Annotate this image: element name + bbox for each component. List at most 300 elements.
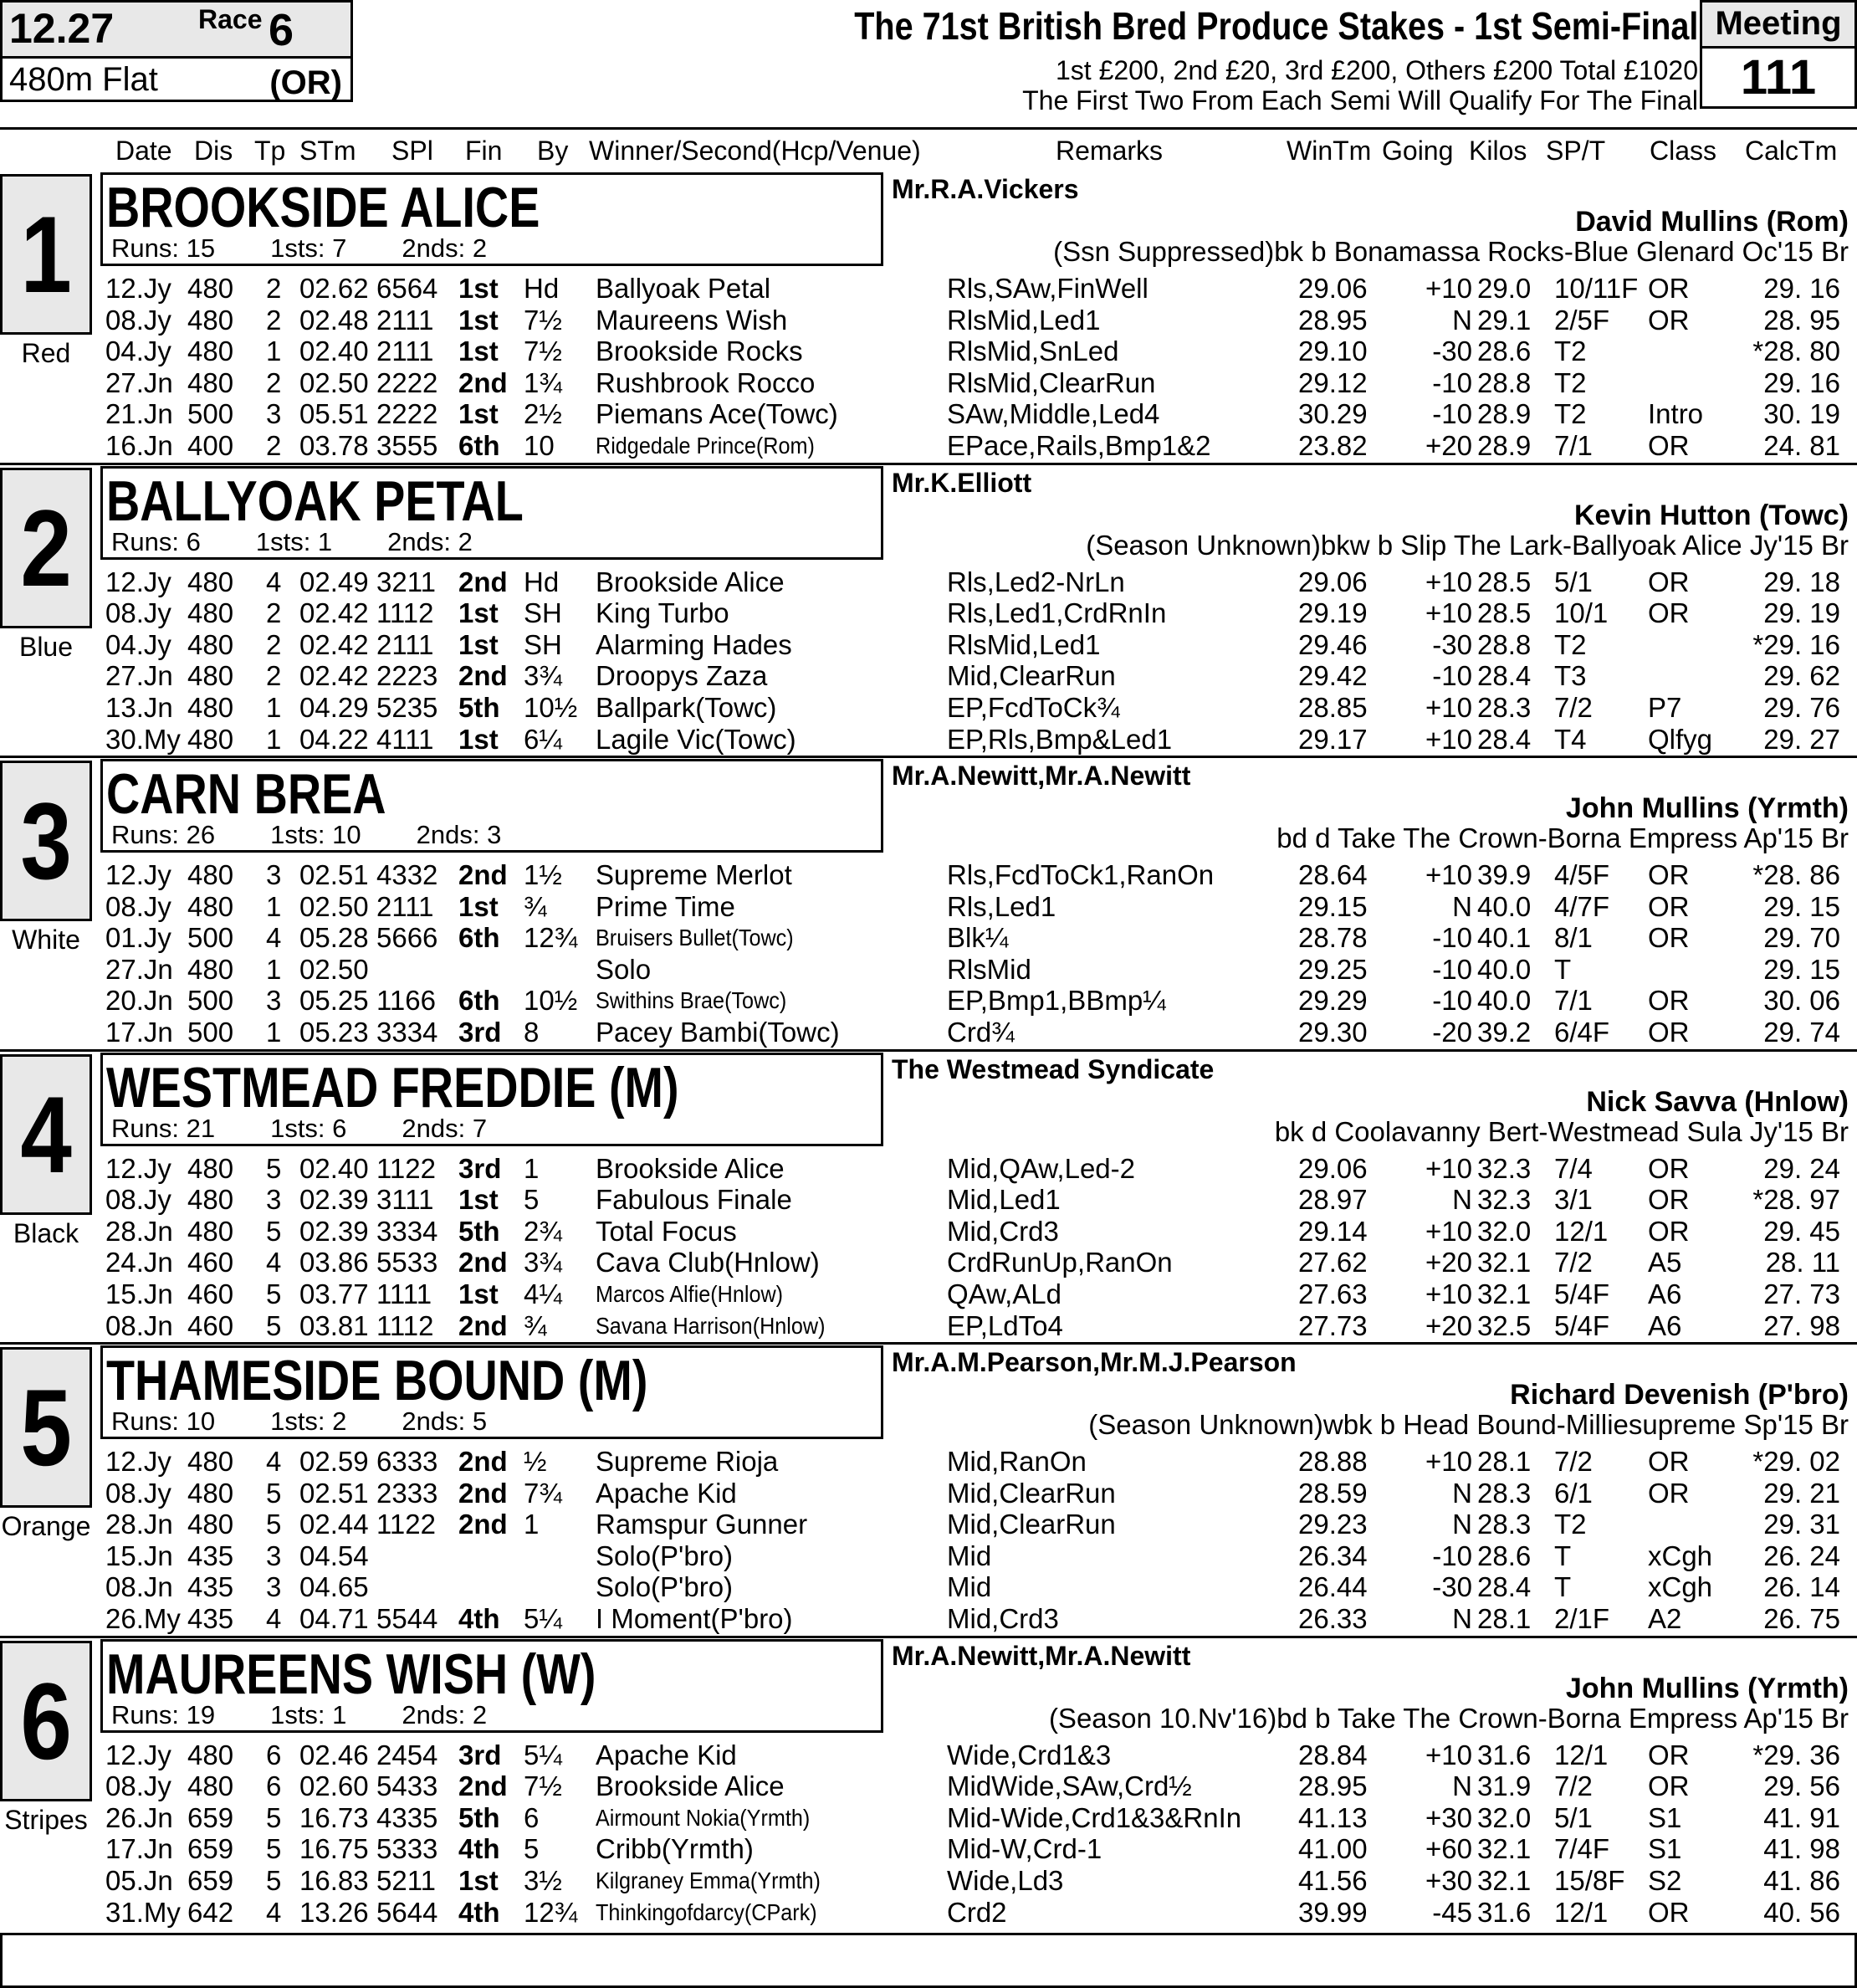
- form-dis: 500: [187, 985, 234, 1017]
- form-dis: 480: [187, 1184, 234, 1216]
- form-date: 16.Jn: [105, 430, 173, 461]
- form-cls: OR: [1648, 566, 1690, 597]
- form-fin: 2nd: [458, 1446, 508, 1477]
- race-grade: (OR): [269, 64, 342, 101]
- form-sp: T4: [1554, 723, 1587, 755]
- col-winner: Winner/Second(Hcp/Venue): [589, 136, 921, 166]
- form-sp: 5/4F: [1554, 1309, 1610, 1341]
- form-stm: 02.44: [299, 1509, 369, 1540]
- form-row: [0, 1478, 1857, 1509]
- form-stm: 13.26: [299, 1896, 369, 1928]
- form-winner: Fabulous Finale: [596, 1184, 792, 1216]
- form-winner: Swithins Brae(Towc): [596, 987, 787, 1014]
- trap-colour: White: [12, 925, 80, 955]
- form-remarks: EP,Rls,Bmp&Led1: [947, 723, 1173, 755]
- form-by: 4¼: [524, 1278, 562, 1309]
- form-date: 17.Jn: [105, 1017, 173, 1048]
- form-kilos: 32.1: [1477, 1278, 1532, 1309]
- form-remarks: Mid,Crd3: [947, 1603, 1059, 1634]
- trap-colour: Stripes: [4, 1804, 88, 1835]
- form-winner: Maureens Wish: [596, 304, 788, 336]
- form-row: [0, 1740, 1857, 1771]
- form-calc: 29. 15: [1763, 890, 1840, 922]
- form-winner: Solo: [596, 953, 652, 985]
- form-going: -30: [1432, 628, 1472, 660]
- form-sp: 4/7F: [1554, 890, 1610, 922]
- form-tp: 3: [266, 985, 282, 1017]
- form-dis: 480: [187, 304, 234, 336]
- form-by: ½: [524, 1446, 547, 1477]
- form-remarks: EP,LdTo4: [947, 1309, 1063, 1341]
- form-going: +20: [1425, 1309, 1472, 1341]
- form-calc: *28. 80: [1752, 336, 1840, 367]
- form-calc: 29. 15: [1763, 953, 1840, 985]
- form-going: N: [1452, 890, 1472, 922]
- form-winner: I Moment(P'bro): [596, 1603, 793, 1634]
- form-stm: 02.39: [299, 1184, 369, 1216]
- form-calc: 29. 76: [1763, 691, 1840, 723]
- form-spl: 1122: [376, 1509, 436, 1540]
- form-calc: 28. 11: [1765, 1247, 1840, 1278]
- col-fin: Fin: [465, 136, 503, 166]
- form-cls: A5: [1648, 1247, 1682, 1278]
- form-wintm: 29.23: [1298, 1509, 1368, 1540]
- form-winner: Supreme Merlot: [596, 859, 792, 890]
- form-tp: 5: [266, 1509, 282, 1540]
- form-by: SH: [524, 597, 562, 629]
- form-sp: T2: [1554, 366, 1587, 398]
- form-stm: 02.50: [299, 366, 369, 398]
- form-stm: 05.23: [299, 1017, 369, 1048]
- form-dis: 480: [187, 336, 234, 367]
- form-kilos: 31.6: [1477, 1739, 1532, 1770]
- meeting-box: [1700, 0, 1857, 109]
- form-calc: 41. 98: [1763, 1833, 1840, 1865]
- form-fin: 5th: [458, 691, 500, 723]
- form-kilos: 28.1: [1477, 1603, 1532, 1634]
- form-row: [0, 305, 1857, 336]
- form-kilos: 32.0: [1477, 1215, 1532, 1247]
- form-by: 3¾: [524, 1247, 562, 1278]
- form-by: 5¼: [524, 1739, 562, 1770]
- race-time: 12.27: [9, 5, 115, 52]
- form-sp: 12/1: [1554, 1215, 1609, 1247]
- form-winner: Piemans Ace(Towc): [596, 398, 838, 430]
- form-dis: 500: [187, 922, 234, 954]
- form-dis: 480: [187, 1509, 234, 1540]
- form-by: ¾: [524, 1309, 547, 1341]
- form-by: ¾: [524, 890, 547, 922]
- form-by: Hd: [524, 566, 560, 597]
- form-fin: 2nd: [458, 566, 508, 597]
- form-dis: 460: [187, 1247, 234, 1278]
- form-calc: 26. 14: [1763, 1571, 1840, 1603]
- form-sp: T2: [1554, 628, 1587, 660]
- form-by: 6: [524, 1801, 540, 1833]
- form-stm: 03.81: [299, 1309, 369, 1341]
- form-dis: 435: [187, 1540, 234, 1571]
- form-dis: 659: [187, 1833, 234, 1865]
- form-by: 2½: [524, 398, 562, 430]
- form-dis: 480: [187, 953, 234, 985]
- form-sp: 15/8F: [1554, 1864, 1625, 1896]
- form-by: 10: [524, 430, 555, 461]
- form-wintm: 41.13: [1298, 1801, 1368, 1833]
- form-by: 7½: [524, 1770, 562, 1802]
- form-dis: 480: [187, 1446, 234, 1477]
- form-date: 12.Jy: [105, 1739, 171, 1770]
- form-winner: Kilgraney Emma(Yrmth): [596, 1867, 821, 1893]
- form-sp: T: [1554, 1540, 1572, 1571]
- form-kilos: 31.9: [1477, 1770, 1532, 1802]
- form-spl: 2111: [376, 304, 434, 336]
- form-fin: 5th: [458, 1215, 500, 1247]
- form-fin: 2nd: [458, 1309, 508, 1341]
- form-cls: OR: [1648, 1446, 1690, 1477]
- form-row: [0, 1603, 1857, 1635]
- form-calc: 29. 16: [1763, 273, 1840, 304]
- form-cls: A6: [1648, 1278, 1682, 1309]
- col-class: Class: [1650, 136, 1717, 166]
- runs-count: Runs: 10: [111, 1406, 216, 1436]
- owner: Mr.K.Elliott: [892, 467, 1032, 498]
- form-row: [0, 1216, 1857, 1248]
- dog-name: BROOKSIDE ALICE: [106, 176, 540, 239]
- form-remarks: CrdRunUp,RanOn: [947, 1247, 1173, 1278]
- trainer: David Mullins (Rom): [1575, 206, 1849, 238]
- form-dis: 480: [187, 890, 234, 922]
- form-spl: 5333: [376, 1833, 438, 1865]
- form-tp: 5: [266, 1278, 282, 1309]
- form-kilos: 28.9: [1477, 430, 1532, 461]
- form-sp: T2: [1554, 336, 1587, 367]
- dog-name: CARN BREA: [106, 762, 386, 826]
- form-stm: 02.42: [299, 597, 369, 629]
- form-dis: 480: [187, 660, 234, 692]
- form-stm: 02.46: [299, 1739, 369, 1770]
- form-winner: Apache Kid: [596, 1477, 737, 1509]
- form-stm: 02.51: [299, 1477, 369, 1509]
- form-going: +30: [1425, 1864, 1472, 1896]
- form-dis: 480: [187, 859, 234, 890]
- form-row: [0, 859, 1857, 891]
- form-going: +20: [1425, 430, 1472, 461]
- form-spl: 3211: [376, 566, 436, 597]
- form-kilos: 39.9: [1477, 859, 1532, 890]
- form-winner: Marcos Alfie(Hnlow): [596, 1280, 784, 1307]
- dog-name-box: [100, 466, 883, 560]
- breeding: (Season Unknown)bkw b Slip The Lark-Ballyoak Alice Jy'15 Br: [1086, 529, 1849, 561]
- footer-box: [0, 1933, 1857, 1988]
- form-date: 08.Jy: [105, 1477, 171, 1509]
- form-going: +10: [1425, 1739, 1472, 1770]
- form-date: 26.Jn: [105, 1801, 173, 1833]
- form-spl: 2111: [376, 890, 434, 922]
- form-stm: 02.50: [299, 890, 369, 922]
- form-spl: 5235: [376, 691, 438, 723]
- form-wintm: 23.82: [1298, 430, 1368, 461]
- trap-colour: Red: [21, 338, 71, 368]
- form-calc: 29. 21: [1763, 1477, 1840, 1509]
- form-calc: 28. 95: [1763, 304, 1840, 336]
- trainer: John Mullins (Yrmth): [1565, 792, 1849, 824]
- owner: Mr.R.A.Vickers: [892, 174, 1079, 204]
- form-dis: 659: [187, 1864, 234, 1896]
- form-spl: 5433: [376, 1770, 438, 1802]
- form-remarks: Rls,Led1: [947, 890, 1056, 922]
- form-winner: Ridgedale Prince(Rom): [596, 433, 815, 459]
- form-dis: 480: [187, 366, 234, 398]
- header-divider: [0, 127, 1857, 130]
- form-by: 3½: [524, 1864, 562, 1896]
- form-calc: *28. 97: [1752, 1184, 1840, 1216]
- form-date: 08.Jy: [105, 597, 171, 629]
- form-spl: 2333: [376, 1477, 438, 1509]
- trap-number: 4: [20, 1073, 72, 1196]
- form-winner: Savana Harrison(Hnlow): [596, 1312, 826, 1339]
- form-winner: Total Focus: [596, 1215, 737, 1247]
- form-tp: 2: [266, 628, 282, 660]
- form-fin: 6th: [458, 922, 500, 954]
- col-dis: Dis: [194, 136, 233, 166]
- form-going: -20: [1432, 1017, 1472, 1048]
- form-tp: 5: [266, 1801, 282, 1833]
- form-winner: Ballyoak Petal: [596, 273, 771, 304]
- seconds-count: 2nds: 2: [387, 526, 473, 556]
- form-remarks: Rls,Led1,CrdRnIn: [947, 597, 1167, 629]
- form-row: [0, 597, 1857, 629]
- form-sp: 10/11F: [1554, 273, 1639, 304]
- form-row: [0, 629, 1857, 661]
- form-remarks: Crd¾: [947, 1017, 1015, 1048]
- form-calc: 27. 98: [1763, 1309, 1840, 1341]
- form-spl: 3334: [376, 1215, 438, 1247]
- form-stm: 02.40: [299, 336, 369, 367]
- form-fin: 3rd: [458, 1739, 502, 1770]
- form-kilos: 32.1: [1477, 1864, 1532, 1896]
- form-dis: 480: [187, 723, 234, 755]
- form-date: 04.Jy: [105, 628, 171, 660]
- form-fin: 2nd: [458, 366, 508, 398]
- form-date: 13.Jn: [105, 691, 173, 723]
- col-calctm: CalcTm: [1745, 136, 1838, 166]
- form-spl: 6564: [376, 273, 438, 304]
- form-wintm: 29.15: [1298, 890, 1368, 922]
- dog-name-box: [100, 1053, 883, 1146]
- trainer: Richard Devenish (P'bro): [1510, 1379, 1849, 1411]
- form-row: [0, 1833, 1857, 1865]
- form-row: [0, 1897, 1857, 1929]
- form-by: 5: [524, 1184, 540, 1216]
- form-remarks: Rls,SAw,FinWell: [947, 273, 1148, 304]
- form-tp: 4: [266, 1247, 282, 1278]
- form-winner: Pacey Bambi(Towc): [596, 1017, 840, 1048]
- race-time-band: [3, 3, 350, 59]
- runs-summary: [111, 527, 473, 557]
- form-sp: 8/1: [1554, 922, 1593, 954]
- form-dis: 480: [187, 1477, 234, 1509]
- form-spl: 4332: [376, 859, 438, 890]
- form-calc: 27. 73: [1763, 1278, 1840, 1309]
- form-by: 6¼: [524, 723, 562, 755]
- form-cls: OR: [1648, 597, 1690, 629]
- form-row: [0, 1278, 1857, 1310]
- form-tp: 2: [266, 597, 282, 629]
- form-remarks: Mid: [947, 1571, 992, 1603]
- form-date: 12.Jy: [105, 1152, 171, 1184]
- col-going: Going: [1382, 136, 1454, 166]
- form-stm: 02.40: [299, 1152, 369, 1184]
- form-by: 12¾: [524, 922, 578, 954]
- form-fin: 1st: [458, 1184, 499, 1216]
- form-sp: T: [1554, 953, 1572, 985]
- dog-name: THAMESIDE BOUND (M): [106, 1349, 648, 1412]
- form-going: -10: [1432, 398, 1472, 430]
- form-tp: 4: [266, 922, 282, 954]
- form-fin: 1st: [458, 597, 499, 629]
- form-fin: 1st: [458, 1278, 499, 1309]
- form-row: [0, 1184, 1857, 1216]
- form-kilos: 31.6: [1477, 1896, 1532, 1928]
- runs-count: Runs: 19: [111, 1699, 216, 1729]
- form-sp: 7/1: [1554, 985, 1593, 1017]
- form-kilos: 32.1: [1477, 1247, 1532, 1278]
- form-going: N: [1452, 1477, 1472, 1509]
- form-winner: Cava Club(Hnlow): [596, 1247, 820, 1278]
- form-spl: 2454: [376, 1739, 438, 1770]
- form-dis: 480: [187, 597, 234, 629]
- form-fin: 2nd: [458, 1247, 508, 1278]
- form-cls: xCgh: [1648, 1571, 1713, 1603]
- form-kilos: 40.0: [1477, 985, 1532, 1017]
- form-row: [0, 1540, 1857, 1572]
- form-winner: Solo(P'bro): [596, 1571, 734, 1603]
- form-kilos: 28.4: [1477, 660, 1532, 692]
- form-tp: 1: [266, 691, 282, 723]
- form-winner: Solo(P'bro): [596, 1540, 734, 1571]
- form-tp: 6: [266, 1739, 282, 1770]
- form-winner: Rushbrook Rocco: [596, 366, 816, 398]
- meeting-number: 111: [1740, 50, 1817, 105]
- form-cls: OR: [1648, 859, 1690, 890]
- race-label: Race: [198, 4, 263, 34]
- trap-number: 6: [20, 1659, 72, 1782]
- form-calc: 29. 62: [1763, 660, 1840, 692]
- form-cls: OR: [1648, 1215, 1690, 1247]
- form-stm: 04.71: [299, 1603, 369, 1634]
- form-going: +10: [1425, 1446, 1472, 1477]
- form-wintm: 28.97: [1298, 1184, 1368, 1216]
- form-row: [0, 985, 1857, 1017]
- form-date: 08.Jn: [105, 1309, 173, 1341]
- form-stm: 02.49: [299, 566, 369, 597]
- form-calc: 29. 24: [1763, 1152, 1840, 1184]
- form-calc: *29. 02: [1752, 1446, 1840, 1477]
- form-wintm: 28.59: [1298, 1477, 1368, 1509]
- form-fin: 4th: [458, 1833, 500, 1865]
- form-remarks: Mid-W,Crd-1: [947, 1833, 1102, 1865]
- form-wintm: 30.29: [1298, 398, 1368, 430]
- form-tp: 4: [266, 1896, 282, 1928]
- form-cls: P7: [1648, 691, 1682, 723]
- form-calc: 29. 27: [1763, 723, 1840, 755]
- breeding: bk d Coolavanny Bert-Westmead Sula Jy'15 Br: [1274, 1115, 1849, 1147]
- form-wintm: 29.46: [1298, 628, 1368, 660]
- form-going: +10: [1425, 691, 1472, 723]
- form-dis: 642: [187, 1896, 234, 1928]
- form-wintm: 26.33: [1298, 1603, 1368, 1634]
- form-row: [0, 660, 1857, 692]
- form-date: 20.Jn: [105, 985, 173, 1017]
- form-remarks: QAw,ALd: [947, 1278, 1062, 1309]
- form-fin: 2nd: [458, 660, 508, 692]
- form-stm: 02.59: [299, 1446, 369, 1477]
- prize-money: 1st £200, 2nd £20, 3rd £200, Others £200 Total £1020: [1056, 55, 1698, 85]
- form-winner: Lagile Vic(Towc): [596, 723, 796, 755]
- form-calc: 29. 19: [1763, 597, 1840, 629]
- form-calc: 40. 56: [1763, 1896, 1840, 1928]
- form-calc: 29. 18: [1763, 566, 1840, 597]
- form-cls: OR: [1648, 273, 1690, 304]
- form-kilos: 40.0: [1477, 953, 1532, 985]
- form-spl: 3555: [376, 430, 438, 461]
- seconds-count: 2nds: 3: [416, 820, 502, 849]
- qualifier-note: The First Two From Each Semi Will Qualify For The Final: [1022, 85, 1698, 115]
- form-winner: Brookside Rocks: [596, 336, 803, 367]
- form-remarks: RlsMid,SnLed: [947, 336, 1119, 367]
- form-sp: 7/2: [1554, 1770, 1593, 1802]
- form-spl: 5644: [376, 1896, 438, 1928]
- runs-count: Runs: 6: [111, 526, 201, 556]
- form-cls: OR: [1648, 1152, 1690, 1184]
- form-spl: 5544: [376, 1603, 438, 1634]
- form-calc: 29. 74: [1763, 1017, 1840, 1048]
- form-cls: OR: [1648, 890, 1690, 922]
- form-going: +10: [1425, 1152, 1472, 1184]
- owner: Mr.A.Newitt,Mr.A.Newitt: [892, 761, 1191, 791]
- form-stm: 02.51: [299, 859, 369, 890]
- form-going: +60: [1425, 1833, 1472, 1865]
- form-wintm: 28.95: [1298, 304, 1368, 336]
- form-date: 08.Jy: [105, 304, 171, 336]
- form-going: -10: [1432, 660, 1472, 692]
- form-cls: S1: [1648, 1801, 1682, 1833]
- form-by: 2¾: [524, 1215, 562, 1247]
- form-row: [0, 336, 1857, 367]
- form-tp: 3: [266, 859, 282, 890]
- form-going: N: [1452, 1184, 1472, 1216]
- form-fin: 1st: [458, 273, 499, 304]
- form-remarks: Mid,QAw,Led-2: [947, 1152, 1136, 1184]
- dog-name-box: [100, 1639, 883, 1733]
- form-fin: 2nd: [458, 1770, 508, 1802]
- form-tp: 1: [266, 1017, 282, 1048]
- form-going: -10: [1432, 366, 1472, 398]
- form-cls: OR: [1648, 1739, 1690, 1770]
- form-fin: 1st: [458, 628, 499, 660]
- form-tp: 5: [266, 1477, 282, 1509]
- form-tp: 1: [266, 890, 282, 922]
- form-calc: 29. 56: [1763, 1770, 1840, 1802]
- form-dis: 500: [187, 398, 234, 430]
- form-calc: 30. 06: [1763, 985, 1840, 1017]
- owner: The Westmead Syndicate: [892, 1053, 1215, 1084]
- form-dis: 460: [187, 1309, 234, 1341]
- form-cls: OR: [1648, 430, 1690, 461]
- form-tp: 1: [266, 336, 282, 367]
- owner: Mr.A.M.Pearson,Mr.M.J.Pearson: [892, 1347, 1297, 1377]
- form-date: 01.Jy: [105, 922, 171, 954]
